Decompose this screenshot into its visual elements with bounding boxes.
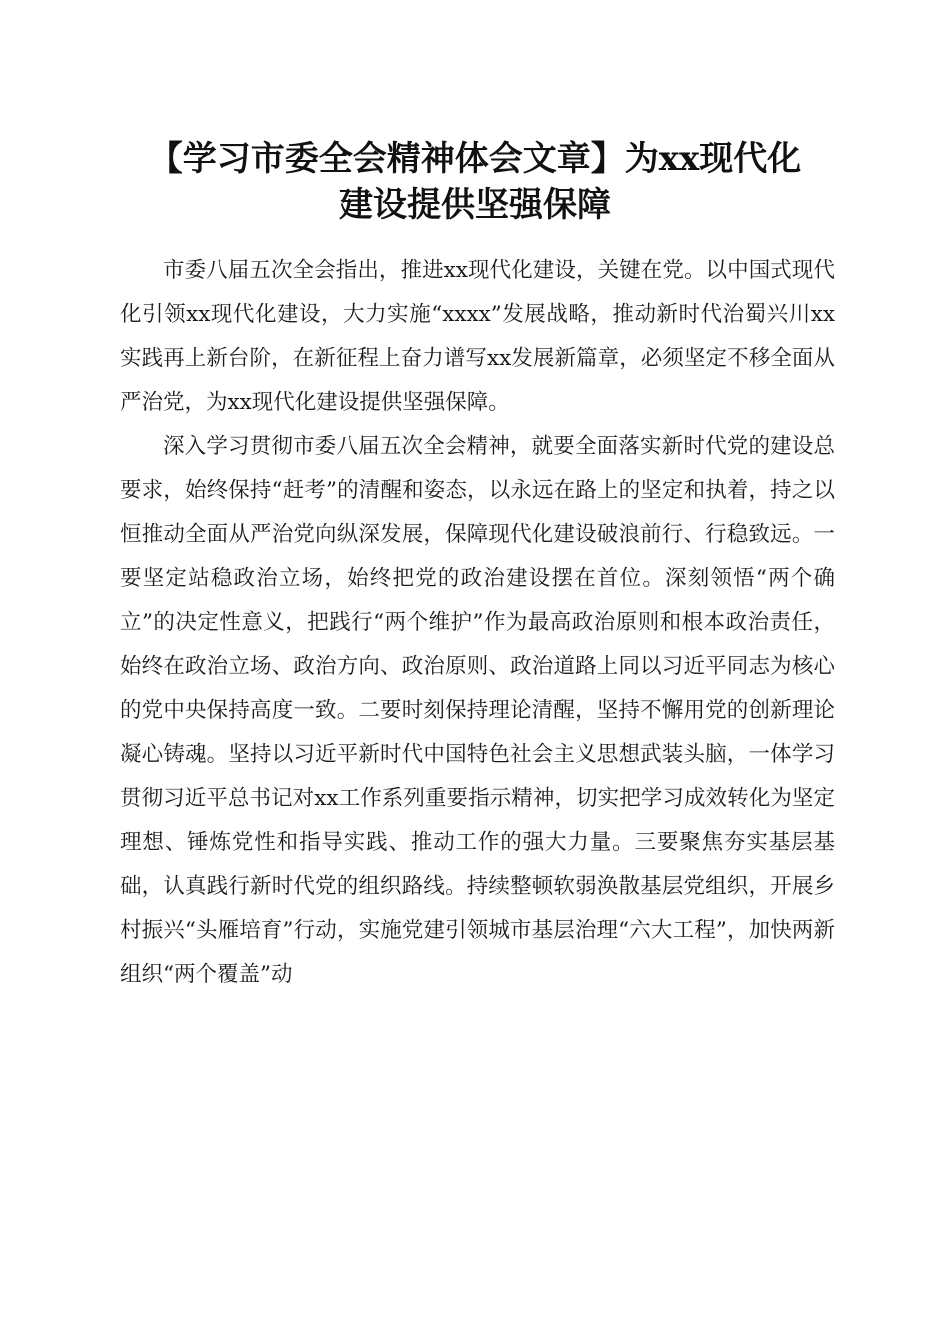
paragraph-2: 深入学习贯彻市委八届五次全会精神，就要全面落实新时代党的建设总要求，始终保持“赶考”的清醒和姿态，以永远在路上的坚定和执着，持之以恒推动全面从严治党向纵深发展，保障现代化建设破浪前行、行稳致远。一要坚定站稳政治立场，始终把党的政治建设摆在首位。深刻领悟“两个确立”的决定性意义，把践行“两个维护”作为最高政治原则和根本政治责任，始终在政治立场、政治方向、政治原则、政治道路上同以习近平同志为核心的党中央保持高度一致。二要时刻保持理论清醒，坚持不懈用党的创新理论凝心铸魂。坚持以习近平新时代中国特色社会主义思想武装头脑，一体学习贯彻习近平总书记对xx工作系列重要指示精神，切实把学习成效转化为坚定理想、锤炼党性和指导实践、推动工作的强大力量。三要聚焦夯实基层基础，认真践行新时代党的组织路线。持续整顿软弱涣散基层党组织，开展乡村振兴“头雁培育”行动，实施党建引领城市基层治理“六大工程”，加快两新组织“两个覆盖”动 bbox=[120, 434, 835, 987]
document-body bbox=[120, 249, 835, 997]
document-title-line-2: 建设提供坚强保障 bbox=[339, 185, 611, 225]
document-title-line-1: 【学习市委全会精神体会文章】为xx现代化 bbox=[148, 139, 802, 179]
paragraph-1: 市委八届五次全会指出，推进xx现代化建设，关键在党。以中国式现代化引领xx现代化建设，大力实施“xxxx”发展战略，推动新时代治蜀兴川xx实践再上新台阶，在新征程上奋力谱写xx发展新篇章，必须坚定不移全面从严治党，为xx现代化建设提供坚强保障。 bbox=[120, 258, 835, 415]
